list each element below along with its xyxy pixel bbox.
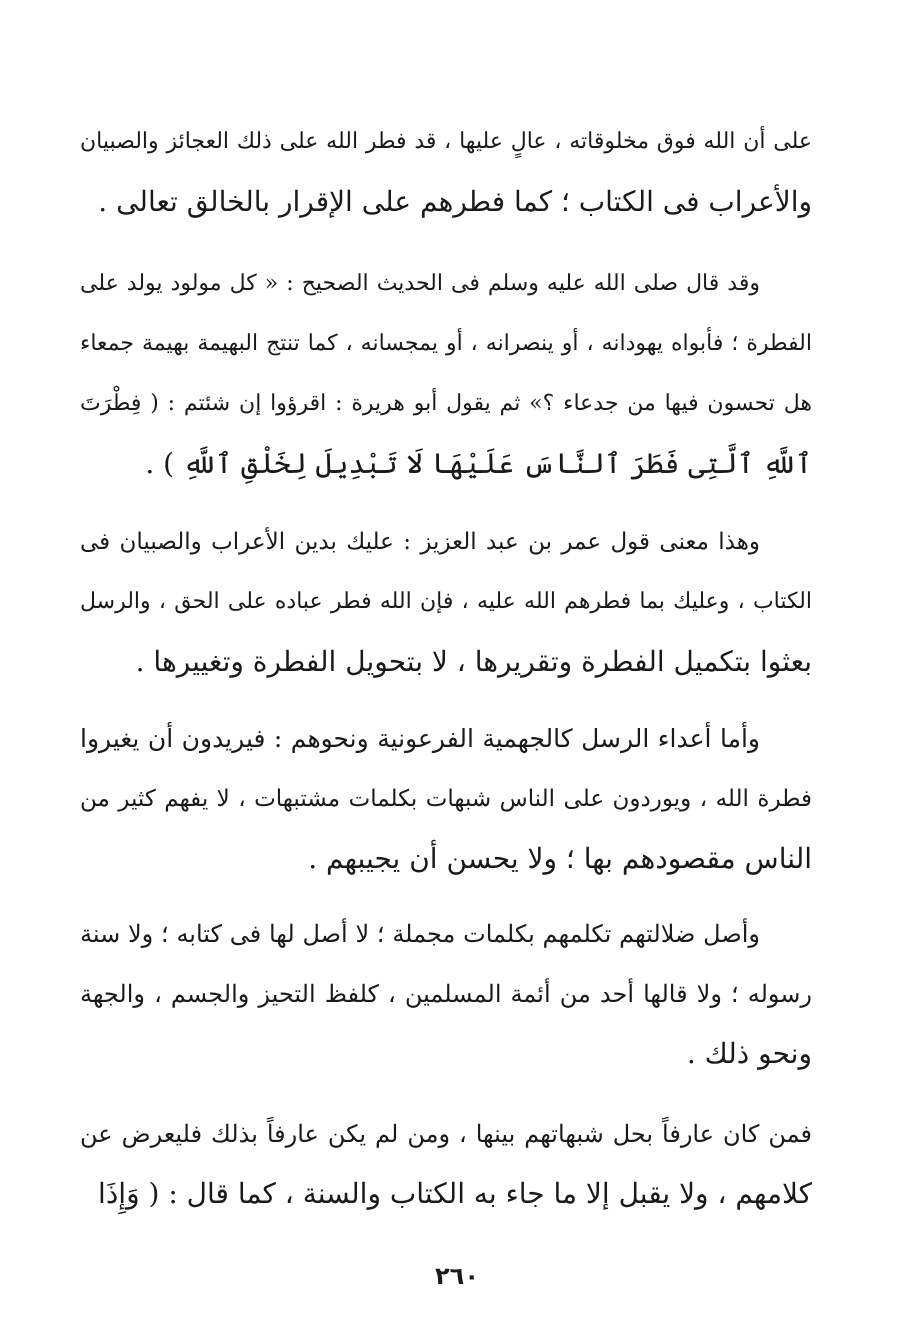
paragraph-line: على أن الله فوق مخلوقاته ، عالٍ عليها ، قد فطر الله على ذلك العجائز والصبيان: [80, 129, 812, 154]
paragraph-line: الفطرة ؛ فأبواه يهودانه ، أو ينصرانه ، أو يمجسانه ، كما تنتج البهيمة بهيمة جمعاء: [80, 331, 812, 356]
paragraph-line: وهذا معنى قول عمر بن عبد العزيز : عليك بدين الأعراب والصبيان فى: [80, 529, 760, 555]
page-number: ٢٦٠: [435, 1262, 479, 1290]
paragraph-line: والأعراب فى الكتاب ؛ كما فطرهم على الإقرار بالخالق تعالى .: [98, 185, 812, 218]
paragraph-line: فطرة الله ، ويوردون على الناس شبهات بكلمات مشتبهات ، لا يفهم كثير من: [80, 786, 812, 812]
paragraph-4: [80, 709, 812, 889]
paragraph-line: وقد قال صلى الله عليه وسلم فى الحديث الصحيح : « كل مولود يولد على: [80, 271, 760, 296]
paragraph-line: وأصل ضلالتهم تكلمهم بكلمات مجملة ؛ لا أصل لها فى كتابه ؛ ولا سنة: [80, 920, 760, 948]
paragraph-6: [80, 1104, 812, 1224]
paragraph-line: كلامهم ، ولا يقبل إلا ما جاء به الكتاب والسنة ، كما قال : ( وَإِذَا: [98, 1177, 812, 1210]
paragraph-line: وأما أعداء الرسل كالجهمية الفرعونية ونحوهم : فيريدون أن يغيروا: [80, 724, 760, 753]
paragraph-line: فمن كان عارفاً بحل شبهاتهم بينها ، ومن لم يكن عارفاً بذلك فليعرض عن: [80, 1120, 812, 1148]
paragraph-line: الناس مقصودهم بها ؛ ولا يحسن أن يجيبهم .: [308, 842, 812, 875]
paragraph-2: [80, 254, 812, 494]
paragraph-line: بعثوا بتكميل الفطرة وتقريرها ، لا بتحويل الفطرة وتغييرها .: [135, 645, 812, 678]
paragraph-line: الكتاب ، وعليك بما فطرهم الله عليه ، فإن الله فطر عباده على الحق ، والرسل: [80, 589, 812, 614]
paragraph-line: ونحو ذلك .: [686, 1037, 812, 1070]
paragraph-1: [80, 112, 812, 232]
paragraph-line: هل تحسون فيها من جدعاء ؟» ثم يقول أبو هريرة : اقرؤوا إن شئتم : ( فِطْرَتَ: [80, 391, 812, 416]
paragraph-line: ٱللَّهِ ٱلَّتِى فَطَرَ ٱلنَّاسَ عَلَيْهَا لَا تَبْدِيلَ لِخَلْقِ ٱللَّهِ ) .: [145, 447, 812, 480]
paragraph-3: [80, 512, 812, 692]
paragraph-line: رسوله ؛ ولا قالها أحد من أئمة المسلمين ، كلفظ التحيز والجسم ، والجهة: [80, 980, 812, 1008]
paragraph-5: [80, 904, 812, 1084]
